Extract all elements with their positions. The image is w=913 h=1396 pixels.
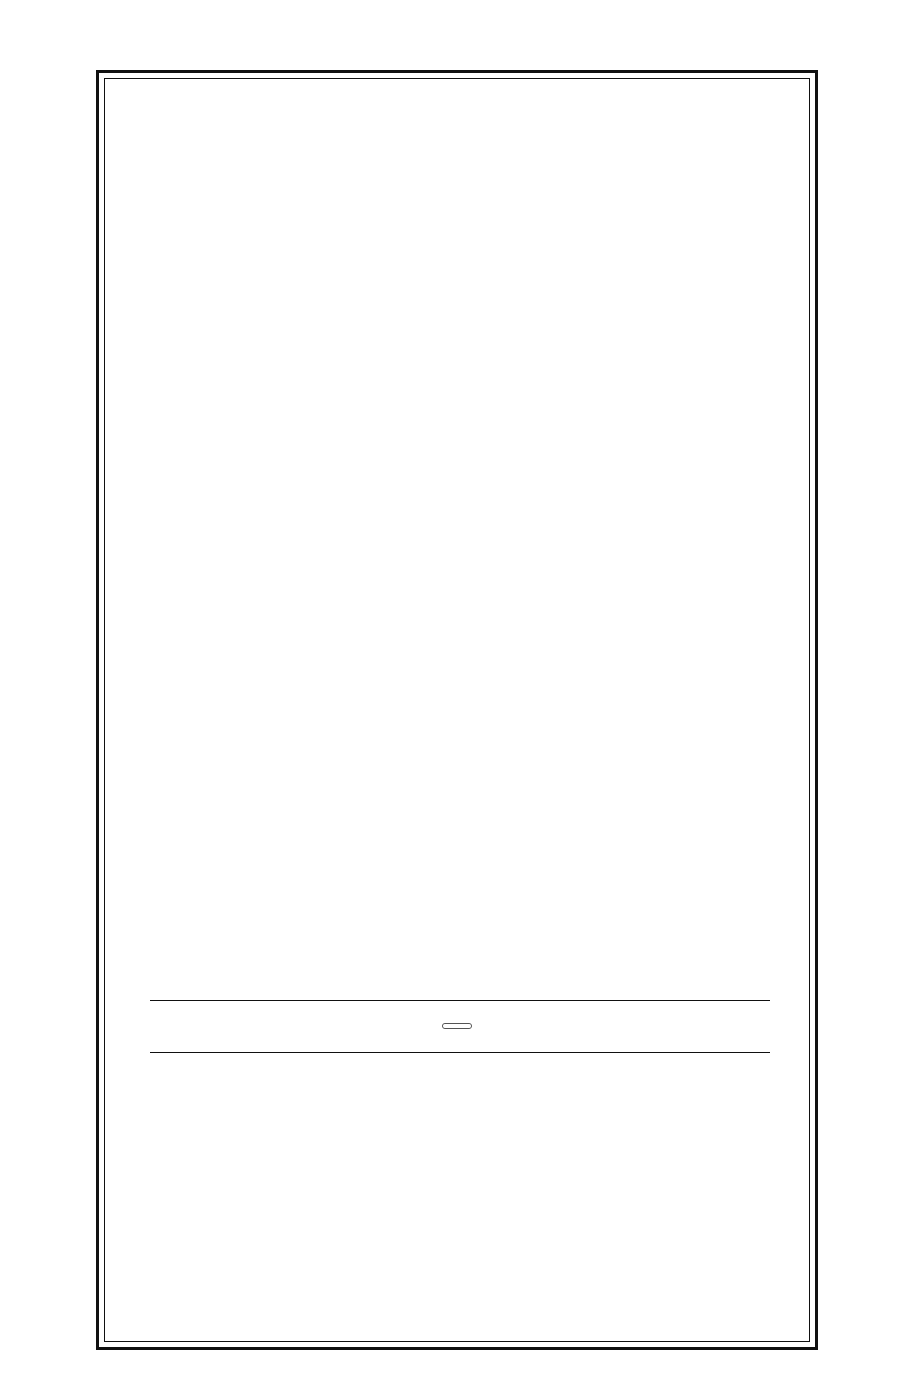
section-divider bbox=[150, 1000, 770, 1001]
section-divider-lower bbox=[150, 1052, 770, 1053]
section-heading-label bbox=[442, 1023, 472, 1029]
page-frame-inner bbox=[104, 78, 810, 1342]
section-heading bbox=[0, 1010, 913, 1034]
